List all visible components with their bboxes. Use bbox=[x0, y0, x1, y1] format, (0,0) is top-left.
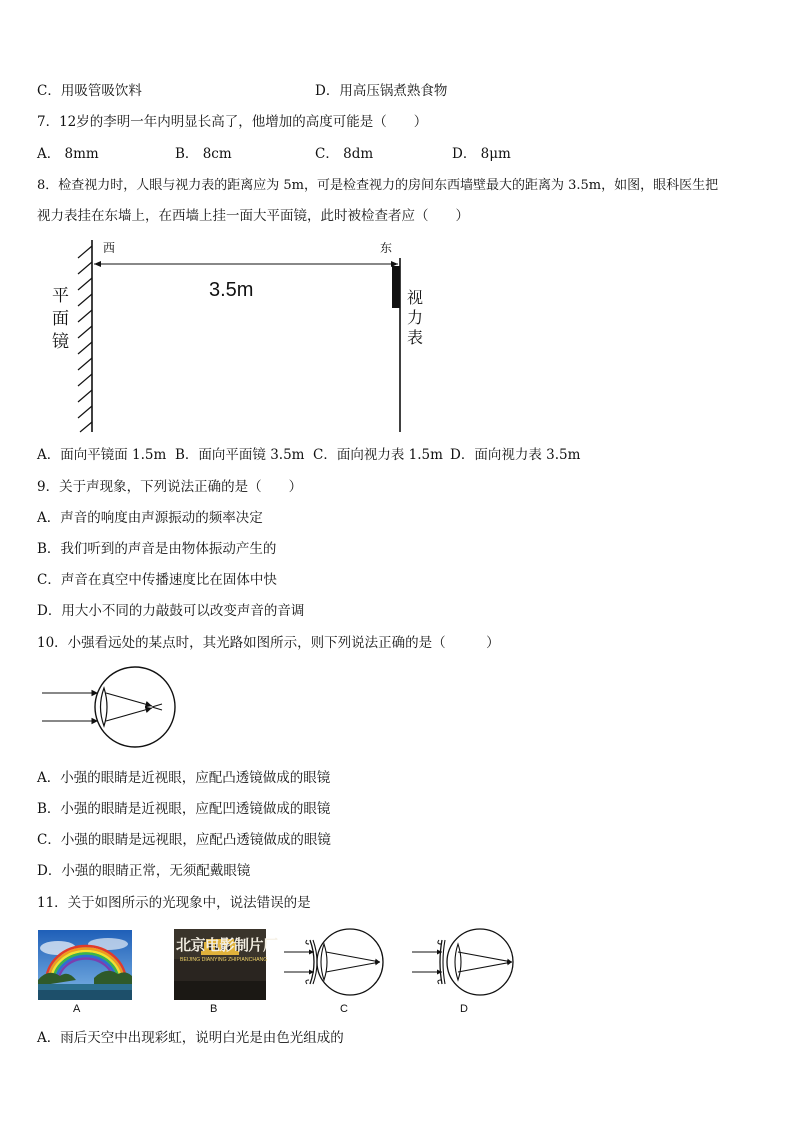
q6-option-c: C．用吸管吸饮料 bbox=[37, 83, 142, 99]
rainbow-photo bbox=[38, 930, 132, 1000]
q7-option-b: B． 8cm bbox=[175, 146, 232, 162]
q8-stem-line1: 8．检查视力时，人眼与视力表的距离应为 5m，可是检查视力的房间东西墙壁最大的距离为 3.5m，如图，眼科医生把 bbox=[37, 178, 719, 193]
film-studio-subtitle: BEIJING DIANYING ZHIPIANCHANG bbox=[180, 957, 268, 963]
q8-option-d: D．面向视力表 3.5m bbox=[450, 447, 581, 463]
q7-option-d: D． 8μm bbox=[452, 146, 511, 162]
q7-stem: 7．12岁的李明一年内明显长高了，他增加的高度可能是（ ） bbox=[37, 114, 428, 130]
fig-label-a: A bbox=[73, 1003, 81, 1015]
q11-option-a: A．雨后天空中出现彩虹，说明白光是由色光组成的 bbox=[37, 1030, 344, 1046]
q10-option-a: A．小强的眼睛是近视眼，应配凸透镜做成的眼镜 bbox=[37, 770, 331, 786]
q8-option-a: A．面向平镜面 1.5m bbox=[37, 447, 167, 463]
q8-option-c: C．面向视力表 1.5m bbox=[313, 447, 443, 463]
q9-stem: 9．关于声现象，下列说法正确的是（ ） bbox=[37, 479, 303, 495]
q10-option-b: B．小强的眼睛是近视眼，应配凹透镜做成的眼镜 bbox=[37, 801, 331, 817]
q8-stem-line2: 视力表挂在东墙上，在西墙上挂一面大平面镜，此时被检查者应（ ） bbox=[37, 208, 469, 224]
q9-option-b: B．我们听到的声音是由物体振动产生的 bbox=[37, 541, 277, 557]
q7-option-c: C． 8dm bbox=[315, 146, 374, 162]
mirror-label-3: 镜 bbox=[52, 332, 69, 352]
eye-lens-diagram-c bbox=[280, 922, 390, 1002]
mirror-label-1: 平 bbox=[52, 286, 69, 306]
fig-label-c: C bbox=[340, 1003, 348, 1015]
chart-label-2: 力 bbox=[407, 308, 424, 327]
q7-option-a: A． 8mm bbox=[37, 146, 99, 162]
q9-option-d: D．用大小不同的力敲鼓可以改变声音的音调 bbox=[37, 603, 305, 619]
chart-label-3: 表 bbox=[407, 328, 424, 347]
distance-label: 3.5m bbox=[209, 279, 254, 301]
fig-label-d: D bbox=[460, 1003, 468, 1015]
eye-lens-diagram-d bbox=[408, 922, 520, 1002]
q6-option-d: D．用高压锅煮熟食物 bbox=[315, 83, 448, 99]
east-label: 东 bbox=[380, 241, 393, 255]
chart-label-1: 视 bbox=[407, 288, 424, 307]
q10-option-d: D．小强的眼睛正常，无须配戴眼镜 bbox=[37, 863, 251, 879]
film-studio-title: 北京电影制片厂 bbox=[176, 936, 278, 954]
q10-stem: 10．小强看远处的某点时，其光路如图所示，则下列说法正确的是（ ） bbox=[37, 635, 500, 651]
q10-option-c: C．小强的眼睛是远视眼，应配凸透镜做成的眼镜 bbox=[37, 832, 331, 848]
lens bbox=[101, 688, 108, 726]
mirror-label-2: 面 bbox=[52, 309, 69, 329]
q8-option-b: B．面向平面镜 3.5m bbox=[175, 447, 305, 463]
fig-label-b: B bbox=[210, 1003, 218, 1015]
q11-stem: 11．关于如图所示的光现象中，说法错误的是 bbox=[37, 895, 311, 911]
q9-option-c: C．声音在真空中传播速度比在固体中快 bbox=[37, 572, 277, 588]
q9-option-a: A．声音的响度由声源振动的频率决定 bbox=[37, 510, 263, 526]
west-label: 西 bbox=[103, 241, 116, 255]
